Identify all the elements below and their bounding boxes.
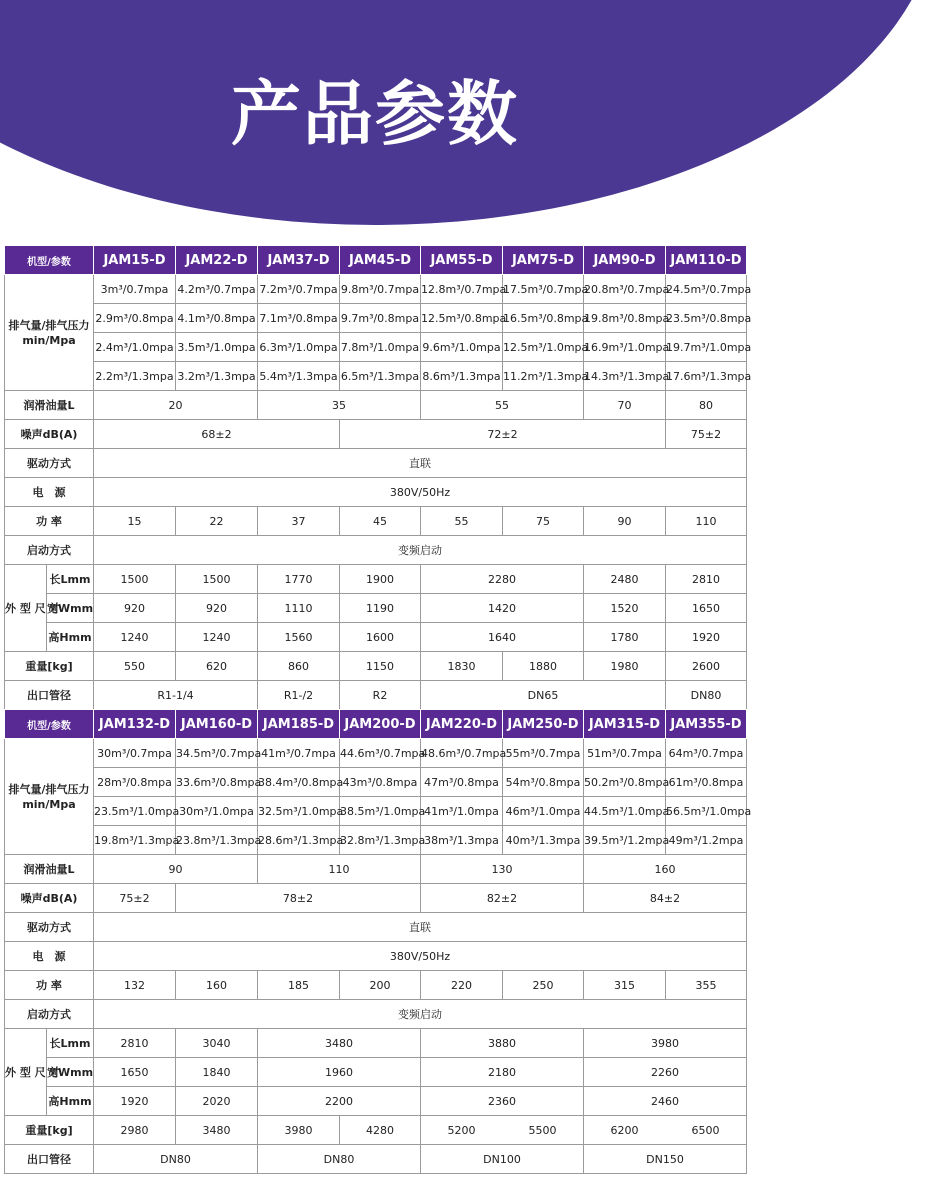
model-name: JAM220-D	[421, 710, 503, 739]
air-flow-cell: 30m³/1.0mpa	[176, 797, 258, 826]
air-flow-cell: 2.9m³/0.8mpa	[94, 304, 176, 333]
rated-power-cell: 220	[421, 971, 503, 1000]
table-row	[5, 478, 747, 507]
air-flow-cell: 4.1m³/0.8mpa	[176, 304, 258, 333]
model-name: JAM90-D	[584, 246, 666, 275]
power-supply-cell: 380V/50Hz	[94, 478, 747, 507]
air-flow-cell: 19.8m³/0.8mpa	[584, 304, 666, 333]
weight-pair-cell	[421, 1116, 584, 1145]
model-name: JAM315-D	[584, 710, 666, 739]
oil-cell: 35	[258, 391, 421, 420]
height-cell: 2020	[176, 1087, 258, 1116]
oil-cell: 20	[94, 391, 258, 420]
length-cell: 1900	[340, 565, 421, 594]
rated-power-cell: 15	[94, 507, 176, 536]
air-flow-cell: 8.6m³/1.3mpa	[421, 362, 503, 391]
model-name: JAM110-D	[666, 246, 747, 275]
outlet-pipe-cell: DN80	[94, 1145, 258, 1174]
power-supply-cell: 380V/50Hz	[94, 942, 747, 971]
weight-value: 6500	[691, 1123, 720, 1137]
table-row	[5, 1000, 747, 1029]
table-row	[5, 1058, 747, 1087]
spec-table-2	[4, 709, 752, 1174]
air-flow-cell: 7.8m³/1.0mpa	[340, 333, 421, 362]
table-row	[5, 1116, 747, 1145]
air-flow-cell: 23.5m³/0.8mpa	[666, 304, 747, 333]
table-row	[5, 623, 747, 652]
width-cell: 1840	[176, 1058, 258, 1087]
weight-cell: 3480	[176, 1116, 258, 1145]
air-flow-cell: 19.7m³/1.0mpa	[666, 333, 747, 362]
width-cell: 1110	[258, 594, 340, 623]
air-flow-cell: 39.5m³/1.2mpa	[584, 826, 666, 855]
weight-cell: 550	[94, 652, 176, 681]
width-cell: 1650	[94, 1058, 176, 1087]
air-flow-cell: 2.4m³/1.0mpa	[94, 333, 176, 362]
air-flow-cell: 34.5m³/0.7mpa	[176, 739, 258, 768]
header-label: 机型/参数	[5, 246, 94, 275]
air-flow-cell: 49m³/1.2mpa	[666, 826, 747, 855]
air-flow-cell: 41m³/1.0mpa	[421, 797, 503, 826]
noise-cell: 75±2	[94, 884, 176, 913]
height-cell: 1600	[340, 623, 421, 652]
model-name: JAM185-D	[258, 710, 340, 739]
air-flow-cell: 56.5m³/1.0mpa	[666, 797, 747, 826]
air-flow-cell: 12.5m³/1.0mpa	[503, 333, 584, 362]
air-flow-cell: 64m³/0.7mpa	[666, 739, 747, 768]
weight-cell: 3980	[258, 1116, 340, 1145]
length-cell: 3480	[258, 1029, 421, 1058]
header-label: 机型/参数	[5, 710, 94, 739]
air-flow-cell: 32.8m³/1.3mpa	[340, 826, 421, 855]
weight-cell: 2600	[666, 652, 747, 681]
air-flow-cell: 16.5m³/0.8mpa	[503, 304, 584, 333]
start-mode-cell: 变频启动	[94, 536, 747, 565]
model-name: JAM250-D	[503, 710, 584, 739]
rated-power-cell: 75	[503, 507, 584, 536]
height-cell: 1240	[94, 623, 176, 652]
air-flow-cell: 2.2m³/1.3mpa	[94, 362, 176, 391]
height-cell: 1920	[666, 623, 747, 652]
table-row	[5, 971, 747, 1000]
width-label: 宽Wmm	[47, 1058, 94, 1087]
table-header-row	[5, 246, 747, 275]
air-flow-cell: 61m³/0.8mpa	[666, 768, 747, 797]
model-name: JAM22-D	[176, 246, 258, 275]
table-row	[5, 681, 747, 710]
table-row	[5, 739, 747, 768]
table-row	[5, 304, 747, 333]
air-flow-cell: 17.5m³/0.7mpa	[503, 275, 584, 304]
start-mode-label: 启动方式	[5, 1000, 94, 1029]
air-flow-cell: 30m³/0.7mpa	[94, 739, 176, 768]
air-flow-cell: 3.2m³/1.3mpa	[176, 362, 258, 391]
oil-label: 润滑油量L	[5, 855, 94, 884]
length-cell: 2480	[584, 565, 666, 594]
oil-cell: 90	[94, 855, 258, 884]
power-supply-label: 电 源	[5, 478, 94, 507]
outlet-pipe-cell: R1-1/4	[94, 681, 258, 710]
air-flow-cell: 40m³/1.3mpa	[503, 826, 584, 855]
rated-power-cell: 22	[176, 507, 258, 536]
air-flow-cell: 9.7m³/0.8mpa	[340, 304, 421, 333]
rated-power-cell: 160	[176, 971, 258, 1000]
weight-cell: 1830	[421, 652, 503, 681]
oil-cell: 110	[258, 855, 421, 884]
air-flow-cell: 38.5m³/1.0mpa	[340, 797, 421, 826]
width-label: 宽Wmm	[47, 594, 94, 623]
length-cell: 1500	[176, 565, 258, 594]
table-row	[5, 855, 747, 884]
outlet-pipe-cell: R1-/2	[258, 681, 340, 710]
oil-label: 润滑油量L	[5, 391, 94, 420]
table-row	[5, 275, 747, 304]
model-name: JAM37-D	[258, 246, 340, 275]
table-row	[5, 391, 747, 420]
air-flow-cell: 41m³/0.7mpa	[258, 739, 340, 768]
model-name: JAM355-D	[666, 710, 747, 739]
air-flow-cell: 33.6m³/0.8mpa	[176, 768, 258, 797]
length-label: 长Lmm	[47, 565, 94, 594]
length-cell: 3980	[584, 1029, 747, 1058]
weight-cell: 2980	[94, 1116, 176, 1145]
length-cell: 2810	[94, 1029, 176, 1058]
page-title: 产品参数	[231, 73, 519, 155]
weight-value: 5200	[447, 1123, 476, 1137]
width-cell: 1650	[666, 594, 747, 623]
table-row	[5, 536, 747, 565]
air-flow-label: 排气量/排气压力 min/Mpa	[5, 275, 94, 391]
table-row	[5, 884, 747, 913]
length-cell: 3040	[176, 1029, 258, 1058]
weight-label: 重量[kg]	[5, 1116, 94, 1145]
rated-power-cell: 45	[340, 507, 421, 536]
height-cell: 1240	[176, 623, 258, 652]
weight-cell: 620	[176, 652, 258, 681]
weight-cell: 860	[258, 652, 340, 681]
air-flow-cell: 5.4m³/1.3mpa	[258, 362, 340, 391]
air-flow-cell: 11.2m³/1.3mpa	[503, 362, 584, 391]
outlet-pipe-label: 出口管径	[5, 681, 94, 710]
noise-cell: 68±2	[94, 420, 340, 449]
rated-power-cell: 185	[258, 971, 340, 1000]
table-row	[5, 826, 747, 855]
height-cell: 2360	[421, 1087, 584, 1116]
air-flow-cell: 9.6m³/1.0mpa	[421, 333, 503, 362]
outlet-pipe-cell: DN65	[421, 681, 666, 710]
table-header-row	[5, 710, 747, 739]
oil-cell: 130	[421, 855, 584, 884]
height-cell: 1560	[258, 623, 340, 652]
width-cell: 1960	[258, 1058, 421, 1087]
weight-value: 6200	[610, 1123, 639, 1137]
length-cell: 1770	[258, 565, 340, 594]
rated-power-label: 功 率	[5, 971, 94, 1000]
table-row	[5, 768, 747, 797]
weight-label: 重量[kg]	[5, 652, 94, 681]
height-cell: 1920	[94, 1087, 176, 1116]
weight-cell: 4280	[340, 1116, 421, 1145]
noise-cell: 82±2	[421, 884, 584, 913]
table-row	[5, 797, 747, 826]
width-cell: 1190	[340, 594, 421, 623]
rated-power-cell: 132	[94, 971, 176, 1000]
air-flow-cell: 20.8m³/0.7mpa	[584, 275, 666, 304]
air-flow-cell: 54m³/0.8mpa	[503, 768, 584, 797]
noise-label: 噪声dB(A)	[5, 420, 94, 449]
drive-label: 驱动方式	[5, 449, 94, 478]
air-flow-cell: 55m³/0.7mpa	[503, 739, 584, 768]
model-name: JAM75-D	[503, 246, 584, 275]
air-flow-cell: 12.8m³/0.7mpa	[421, 275, 503, 304]
noise-label: 噪声dB(A)	[5, 884, 94, 913]
air-flow-cell: 48.6m³/0.7mpa	[421, 739, 503, 768]
model-name: JAM45-D	[340, 246, 421, 275]
dimensions-label: 外 型 尺 寸	[5, 1029, 47, 1116]
noise-cell: 75±2	[666, 420, 747, 449]
drive-label: 驱动方式	[5, 913, 94, 942]
height-label: 高Hmm	[47, 623, 94, 652]
air-flow-cell: 23.5m³/1.0mpa	[94, 797, 176, 826]
air-flow-label: 排气量/排气压力 min/Mpa	[5, 739, 94, 855]
height-label: 高Hmm	[47, 1087, 94, 1116]
table-row	[5, 362, 747, 391]
outlet-pipe-label: 出口管径	[5, 1145, 94, 1174]
spec-table-1	[4, 245, 752, 710]
drive-cell: 直联	[94, 913, 747, 942]
air-flow-cell: 17.6m³/1.3mpa	[666, 362, 747, 391]
table-row	[5, 1029, 747, 1058]
outlet-pipe-cell: DN100	[421, 1145, 584, 1174]
air-flow-cell: 14.3m³/1.3mpa	[584, 362, 666, 391]
width-cell: 1420	[421, 594, 584, 623]
width-cell: 2180	[421, 1058, 584, 1087]
start-mode-cell: 变频启动	[94, 1000, 747, 1029]
outlet-pipe-cell: DN80	[258, 1145, 421, 1174]
air-flow-cell: 38m³/1.3mpa	[421, 826, 503, 855]
air-flow-cell: 32.5m³/1.0mpa	[258, 797, 340, 826]
table-row	[5, 565, 747, 594]
rated-power-cell: 315	[584, 971, 666, 1000]
air-flow-cell: 3.5m³/1.0mpa	[176, 333, 258, 362]
model-name: JAM15-D	[94, 246, 176, 275]
air-flow-cell: 38.4m³/0.8mpa	[258, 768, 340, 797]
rated-power-cell: 110	[666, 507, 747, 536]
air-flow-cell: 7.1m³/0.8mpa	[258, 304, 340, 333]
length-cell: 2810	[666, 565, 747, 594]
noise-cell: 72±2	[340, 420, 666, 449]
table-row	[5, 333, 747, 362]
table-row	[5, 652, 747, 681]
air-flow-cell: 51m³/0.7mpa	[584, 739, 666, 768]
width-cell: 920	[94, 594, 176, 623]
height-cell: 2200	[258, 1087, 421, 1116]
air-flow-cell: 46m³/1.0mpa	[503, 797, 584, 826]
rated-power-cell: 250	[503, 971, 584, 1000]
table-row	[5, 942, 747, 971]
length-cell: 1500	[94, 565, 176, 594]
air-flow-cell: 6.3m³/1.0mpa	[258, 333, 340, 362]
noise-cell: 78±2	[176, 884, 421, 913]
air-flow-cell: 12.5m³/0.8mpa	[421, 304, 503, 333]
air-flow-cell: 6.5m³/1.3mpa	[340, 362, 421, 391]
table-row	[5, 1087, 747, 1116]
width-cell: 1520	[584, 594, 666, 623]
length-label: 长Lmm	[47, 1029, 94, 1058]
width-cell: 920	[176, 594, 258, 623]
dimensions-label: 外 型 尺 寸	[5, 565, 47, 652]
oil-cell: 55	[421, 391, 584, 420]
outlet-pipe-cell: DN80	[666, 681, 747, 710]
start-mode-label: 启动方式	[5, 536, 94, 565]
air-flow-cell: 44.6m³/0.7mpa	[340, 739, 421, 768]
length-cell: 2280	[421, 565, 584, 594]
weight-cell: 1150	[340, 652, 421, 681]
model-name: JAM160-D	[176, 710, 258, 739]
height-cell: 1640	[421, 623, 584, 652]
oil-cell: 70	[584, 391, 666, 420]
air-flow-cell: 28.6m³/1.3mpa	[258, 826, 340, 855]
air-flow-cell: 24.5m³/0.7mpa	[666, 275, 747, 304]
weight-value: 5500	[528, 1123, 557, 1137]
oil-cell: 80	[666, 391, 747, 420]
oil-cell: 160	[584, 855, 747, 884]
table-row	[5, 507, 747, 536]
outlet-pipe-cell: R2	[340, 681, 421, 710]
title-banner	[0, 0, 750, 240]
table-row	[5, 449, 747, 478]
weight-cell: 1880	[503, 652, 584, 681]
height-cell: 2460	[584, 1087, 747, 1116]
air-flow-cell: 50.2m³/0.8mpa	[584, 768, 666, 797]
height-cell: 1780	[584, 623, 666, 652]
rated-power-cell: 355	[666, 971, 747, 1000]
air-flow-cell: 16.9m³/1.0mpa	[584, 333, 666, 362]
model-name: JAM200-D	[340, 710, 421, 739]
rated-power-cell: 55	[421, 507, 503, 536]
air-flow-cell: 19.8m³/1.3mpa	[94, 826, 176, 855]
air-flow-cell: 23.8m³/1.3mpa	[176, 826, 258, 855]
rated-power-label: 功 率	[5, 507, 94, 536]
width-cell: 2260	[584, 1058, 747, 1087]
length-cell: 3880	[421, 1029, 584, 1058]
air-flow-cell: 4.2m³/0.7mpa	[176, 275, 258, 304]
noise-cell: 84±2	[584, 884, 747, 913]
table-row	[5, 913, 747, 942]
weight-pair-cell	[584, 1116, 747, 1145]
air-flow-cell: 28m³/0.8mpa	[94, 768, 176, 797]
model-name: JAM55-D	[421, 246, 503, 275]
air-flow-cell: 47m³/0.8mpa	[421, 768, 503, 797]
air-flow-cell: 3m³/0.7mpa	[94, 275, 176, 304]
air-flow-cell: 44.5m³/1.0mpa	[584, 797, 666, 826]
air-flow-cell: 43m³/0.8mpa	[340, 768, 421, 797]
model-name: JAM132-D	[94, 710, 176, 739]
outlet-pipe-cell: DN150	[584, 1145, 747, 1174]
air-flow-cell: 7.2m³/0.7mpa	[258, 275, 340, 304]
drive-cell: 直联	[94, 449, 747, 478]
weight-cell: 1980	[584, 652, 666, 681]
table-row	[5, 594, 747, 623]
power-supply-label: 电 源	[5, 942, 94, 971]
rated-power-cell: 200	[340, 971, 421, 1000]
air-flow-cell: 9.8m³/0.7mpa	[340, 275, 421, 304]
table-row	[5, 1145, 747, 1174]
table-row	[5, 420, 747, 449]
rated-power-cell: 90	[584, 507, 666, 536]
rated-power-cell: 37	[258, 507, 340, 536]
